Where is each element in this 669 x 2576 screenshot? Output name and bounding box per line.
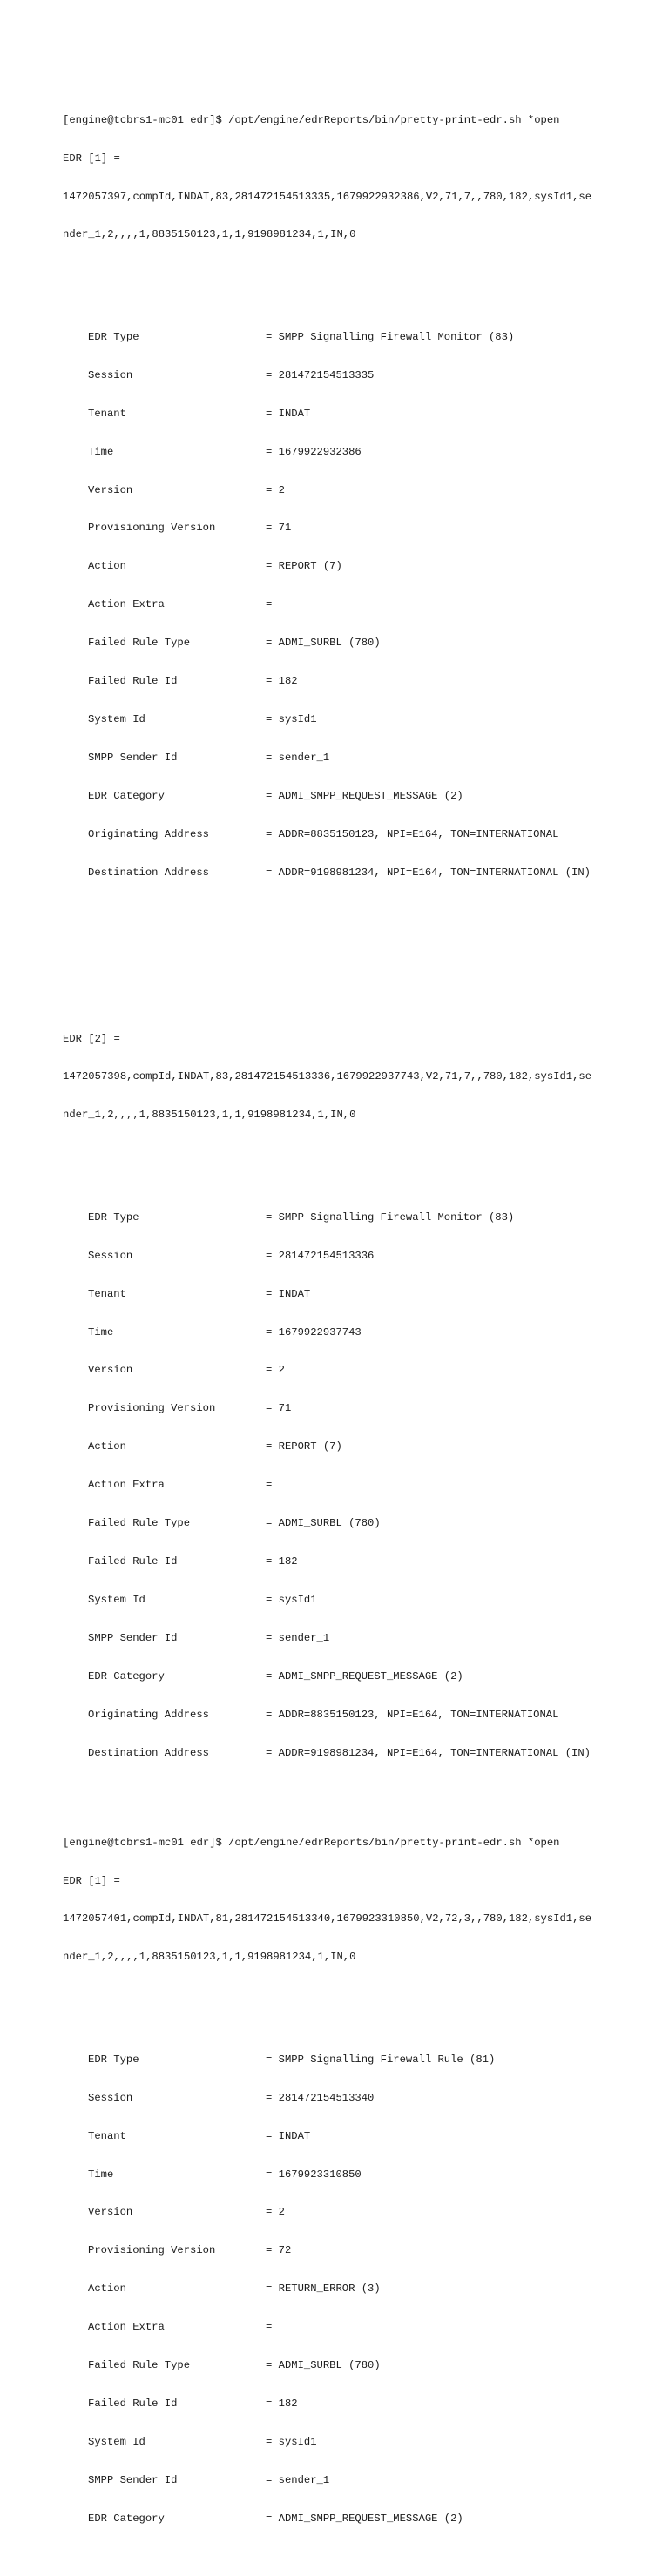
field-value: = ADMI_SURBL (780) xyxy=(266,2359,381,2372)
edr-field xyxy=(63,1402,620,1415)
field-key: Action Extra xyxy=(88,598,165,611)
edr-field-list xyxy=(63,1185,620,1785)
edr-field xyxy=(63,1670,620,1683)
edr-raw-line: nder_1,2,,,,1,8835150123,1,1,9198981234,1,IN,0 xyxy=(63,228,356,241)
field-key: SMPP Sender Id xyxy=(88,752,178,765)
field-value: = INDAT xyxy=(266,1287,311,1300)
field-key: Time xyxy=(88,2168,114,2181)
field-key: Action Extra xyxy=(88,1479,165,1492)
field-key: Time xyxy=(88,1325,114,1339)
edr-field xyxy=(63,446,620,459)
field-key: EDR Type xyxy=(88,2053,139,2066)
edr-field xyxy=(63,1250,620,1263)
edr-field-list xyxy=(63,2027,620,2551)
edr-field xyxy=(63,2283,620,2296)
field-key: Session xyxy=(88,2091,133,2104)
field-value: = 72 xyxy=(266,2244,292,2257)
field-key: Originating Address xyxy=(88,828,209,841)
field-value: = 182 xyxy=(266,675,298,688)
field-key: EDR Type xyxy=(88,330,139,343)
edr-field xyxy=(63,2321,620,2334)
field-value: = RETURN_ERROR (3) xyxy=(266,2283,381,2296)
field-key: EDR Category xyxy=(88,790,165,803)
edr-field xyxy=(63,2092,620,2105)
field-value: = xyxy=(266,1479,273,1492)
edr-field xyxy=(63,2512,620,2525)
edr-field xyxy=(63,1364,620,1377)
field-value: = 1679922937743 xyxy=(266,1325,362,1339)
field-value: = ADMI_SMPP_REQUEST_MESSAGE (2) xyxy=(266,790,463,803)
edr-field xyxy=(63,2474,620,2487)
field-value: = ADDR=9198981234, NPI=E164, TON=INTERNATIONAL (IN) xyxy=(266,867,591,880)
field-value: = 182 xyxy=(266,2397,298,2411)
field-value: = sender_1 xyxy=(266,1632,330,1645)
edr-field xyxy=(63,1747,620,1760)
field-value: = 1679922932386 xyxy=(266,445,362,458)
edr-field xyxy=(63,369,620,382)
field-key: Failed Rule Type xyxy=(88,1517,191,1530)
field-key: Failed Rule Id xyxy=(88,2397,178,2411)
field-key: Provisioning Version xyxy=(88,522,216,535)
edr-field xyxy=(63,484,620,497)
edr-field xyxy=(63,637,620,650)
field-key: Action Extra xyxy=(88,2321,165,2334)
field-key: System Id xyxy=(88,2436,145,2449)
field-value: = REPORT (7) xyxy=(266,1440,342,1453)
edr-field xyxy=(63,522,620,535)
field-key: Provisioning Version xyxy=(88,2244,216,2257)
edr-header: EDR [1] = xyxy=(63,152,120,165)
field-key: SMPP Sender Id xyxy=(88,2474,178,2487)
field-key: Action xyxy=(88,2283,126,2296)
edr-field xyxy=(63,1288,620,1301)
edr-field xyxy=(63,867,620,880)
edr-field xyxy=(63,2397,620,2411)
field-key: Tenant xyxy=(88,407,126,420)
field-key: Failed Rule Id xyxy=(88,675,178,688)
field-value: = xyxy=(266,2321,273,2334)
field-key: Session xyxy=(88,1249,133,1262)
field-value: = ADMI_SURBL (780) xyxy=(266,637,381,650)
edr-field xyxy=(63,752,620,765)
edr-field xyxy=(63,2436,620,2449)
field-value: = 71 xyxy=(266,1402,292,1415)
field-value: = 1679923310850 xyxy=(266,2168,362,2181)
edr-field xyxy=(63,1440,620,1453)
field-key: Destination Address xyxy=(88,1747,209,1759)
edr-header: EDR [1] = xyxy=(63,1874,120,1887)
edr-raw-line: 1472057397,compId,INDAT,83,281472154513335,1679922932386,V2,71,7,,780,182,sysId1,se xyxy=(63,190,592,203)
field-value: = 2 xyxy=(266,483,285,496)
field-key: Tenant xyxy=(88,2129,126,2142)
field-key: System Id xyxy=(88,1594,145,1607)
field-value: = SMPP Signalling Firewall Rule (81) xyxy=(266,2053,496,2066)
field-key: System Id xyxy=(88,713,145,726)
edr-field xyxy=(63,1632,620,1645)
field-value: = sysId1 xyxy=(266,1594,317,1607)
edr-field xyxy=(63,1594,620,1607)
edr-field xyxy=(63,1211,620,1224)
edr-field xyxy=(63,331,620,344)
field-value: = 182 xyxy=(266,1555,298,1568)
edr-raw-line: nder_1,2,,,,1,8835150123,1,1,9198981234,1,IN,0 xyxy=(63,1109,356,1122)
field-value: = 2 xyxy=(266,2206,285,2219)
terminal-output xyxy=(63,63,620,2576)
field-value: = xyxy=(266,598,273,611)
field-value: = ADMI_SURBL (780) xyxy=(266,1517,381,1530)
edr-raw-line: 1472057398,compId,INDAT,83,281472154513336,1679922937743,V2,71,7,,780,182,sysId1,se xyxy=(63,1070,592,1083)
field-value: = INDAT xyxy=(266,407,311,420)
command-line: [engine@tcbrs1-mc01 edr]$ /opt/engine/edrReports/bin/pretty-print-edr.sh *open xyxy=(63,1836,560,1849)
edr-header: EDR [2] = xyxy=(63,1032,120,1045)
field-value: = ADDR=8835150123, NPI=E164, TON=INTERNATIONAL xyxy=(266,1709,559,1722)
field-value: = INDAT xyxy=(266,2129,311,2142)
field-key: Tenant xyxy=(88,1287,126,1300)
field-value: = sysId1 xyxy=(266,2436,317,2449)
field-value: = SMPP Signalling Firewall Monitor (83) xyxy=(266,330,515,343)
edr-raw-line: 1472057401,compId,INDAT,81,281472154513340,1679923310850,V2,72,3,,780,182,sysId1,se xyxy=(63,1912,592,1925)
field-key: Destination Address xyxy=(88,867,209,880)
edr-field xyxy=(63,2359,620,2372)
field-key: Version xyxy=(88,483,133,496)
field-key: Action xyxy=(88,1440,126,1453)
field-key: Provisioning Version xyxy=(88,1402,216,1415)
edr-field-list xyxy=(63,305,620,905)
field-value: = 281472154513335 xyxy=(266,368,375,381)
edr-raw-line: nder_1,2,,,,1,8835150123,1,1,9198981234,1,IN,0 xyxy=(63,1951,356,1964)
field-key: Time xyxy=(88,445,114,458)
field-value: = REPORT (7) xyxy=(266,560,342,573)
field-value: = sender_1 xyxy=(266,2474,330,2487)
edr-field xyxy=(63,1709,620,1722)
field-key: SMPP Sender Id xyxy=(88,1632,178,1645)
edr-field xyxy=(63,1555,620,1568)
edr-field xyxy=(63,828,620,841)
edr-field xyxy=(63,675,620,688)
field-key: EDR Type xyxy=(88,1210,139,1224)
field-key: Session xyxy=(88,368,133,381)
field-key: Originating Address xyxy=(88,1709,209,1722)
field-key: EDR Category xyxy=(88,2512,165,2525)
edr-field xyxy=(63,560,620,573)
edr-field xyxy=(63,1479,620,1492)
field-value: = 281472154513336 xyxy=(266,1249,375,1262)
edr-field xyxy=(63,2130,620,2143)
edr-field xyxy=(63,713,620,726)
edr-field xyxy=(63,598,620,611)
edr-field xyxy=(63,1517,620,1530)
edr-field xyxy=(63,2053,620,2067)
field-value: = sender_1 xyxy=(266,752,330,765)
field-key: Action xyxy=(88,560,126,573)
edr-field xyxy=(63,2244,620,2257)
field-value: = ADMI_SMPP_REQUEST_MESSAGE (2) xyxy=(266,1670,463,1683)
field-value: = 2 xyxy=(266,1364,285,1377)
field-key: Version xyxy=(88,1364,133,1377)
field-value: = sysId1 xyxy=(266,713,317,726)
field-value: = ADDR=8835150123, NPI=E164, TON=INTERNATIONAL xyxy=(266,828,559,841)
edr-field xyxy=(63,2206,620,2219)
field-value: = 281472154513340 xyxy=(266,2091,375,2104)
edr-field xyxy=(63,790,620,803)
command-line: [engine@tcbrs1-mc01 edr]$ /opt/engine/edrReports/bin/pretty-print-edr.sh *open xyxy=(63,113,560,126)
field-value: = ADMI_SMPP_REQUEST_MESSAGE (2) xyxy=(266,2512,463,2525)
edr-field xyxy=(63,2168,620,2182)
field-value: = ADDR=9198981234, NPI=E164, TON=INTERNATIONAL (IN) xyxy=(266,1747,591,1759)
field-value: = 71 xyxy=(266,522,292,535)
field-key: Version xyxy=(88,2206,133,2219)
field-key: Failed Rule Id xyxy=(88,1555,178,1568)
field-key: Failed Rule Type xyxy=(88,637,191,650)
edr-field xyxy=(63,408,620,421)
field-key: EDR Category xyxy=(88,1670,165,1683)
edr-field xyxy=(63,1326,620,1339)
field-value: = SMPP Signalling Firewall Monitor (83) xyxy=(266,1210,515,1224)
field-key: Failed Rule Type xyxy=(88,2359,191,2372)
